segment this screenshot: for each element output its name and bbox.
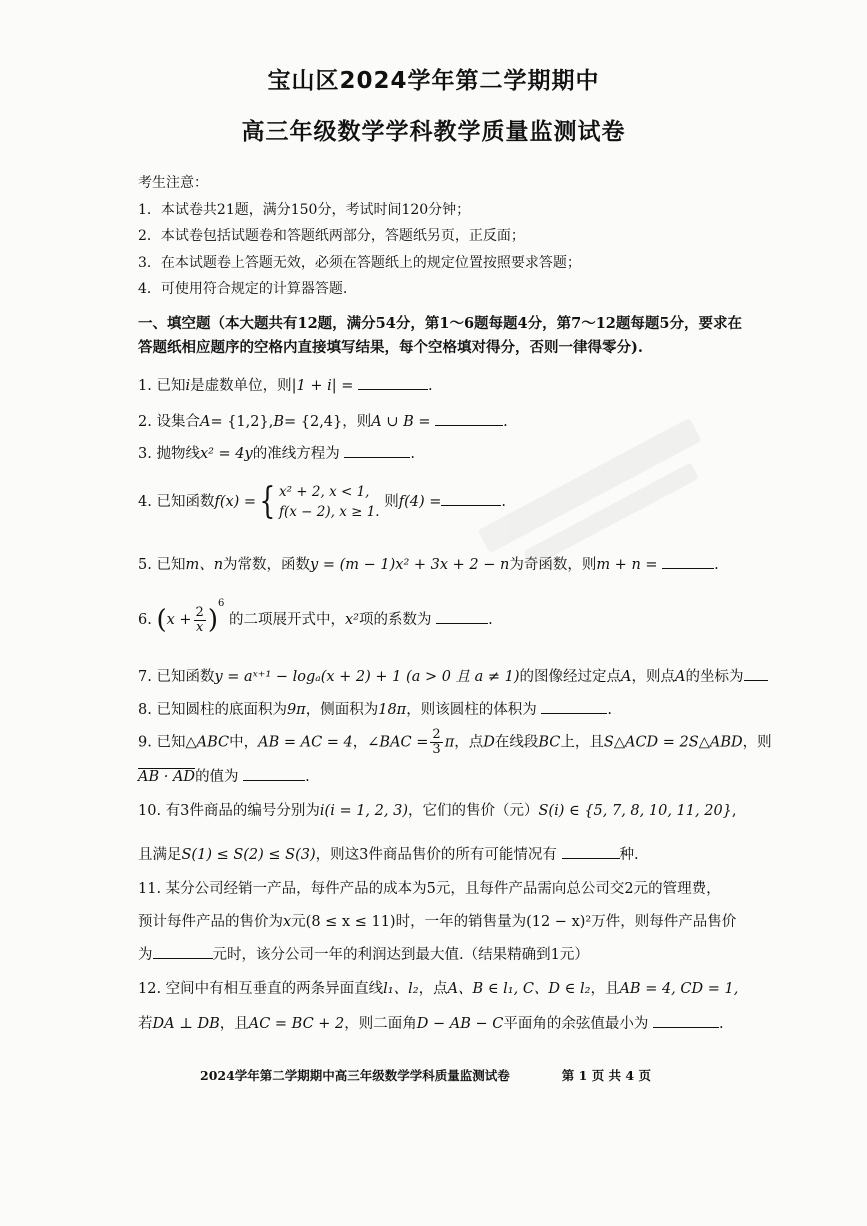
notice-item: 3．在本试题卷上答题无效，必须在答题纸上的规定位置按照要求答题； <box>138 254 581 271</box>
q9-segment: BC <box>538 734 561 751</box>
q12-dihedral: D − AB − C <box>416 1016 504 1032</box>
q4-cases <box>279 482 380 522</box>
question-1 <box>138 374 433 395</box>
q2-var: A <box>199 414 211 430</box>
q10-end: 种. <box>619 847 639 863</box>
q1-text: 是虚数单位，则 <box>190 378 292 394</box>
q10-text: ，它们的售价（元） <box>407 803 539 819</box>
q12-lines: l₁、l₂ <box>383 981 419 997</box>
q4-end: . <box>501 494 506 510</box>
notice-heading: 考生注意： <box>138 175 208 191</box>
question-11 <box>138 877 721 898</box>
question-7 <box>138 665 768 686</box>
question-6 <box>138 598 493 635</box>
q12-expr: DA ⊥ DB <box>152 1016 220 1032</box>
q1-var: i <box>185 378 191 394</box>
question-8 <box>138 698 612 719</box>
exam-title-line1: 宝山区2024学年第二学期期中 <box>267 68 600 94</box>
q12-expr: AB = 4, CD = 1, <box>619 981 739 997</box>
q8-text: 8. 已知圆柱的底面积为 <box>138 702 287 718</box>
question-10-line2 <box>138 843 639 864</box>
q7-text: 7. 已知函数 <box>138 669 215 685</box>
q11-text: 元(8 ≤ x ≤ 11)时，一年的销售量为(12 − x)²万件，则每件产品售价 <box>291 914 737 930</box>
q11-text: 元时，该分公司一年的利润达到最大值.（结果精确到1元） <box>212 947 589 963</box>
q4-fx: f(x) = <box>214 494 257 510</box>
q9-text: 9. 已知 <box>138 734 186 751</box>
answer-blank[interactable] <box>344 456 410 458</box>
q9-end: . <box>305 769 310 785</box>
answer-blank[interactable] <box>153 957 213 959</box>
q8-value: 9π <box>286 702 306 718</box>
q1-text: 1. 已知 <box>138 378 186 394</box>
q9-text: ，点 <box>454 734 484 751</box>
notice-item: 2．本试卷包括试题卷和答题纸两部分，答题纸另页，正反面； <box>138 228 525 244</box>
q2-var: B <box>273 414 284 430</box>
answer-blank[interactable] <box>562 857 620 859</box>
watermark-graphic <box>470 400 730 610</box>
answer-blank[interactable] <box>358 388 428 390</box>
q10-text: ，则这3件商品售价的所有可能情况有 <box>315 847 557 863</box>
q11-var: x <box>283 914 292 930</box>
q6-x2: x² <box>344 612 359 628</box>
q9-text: ，则 <box>742 734 772 751</box>
q7-cond: (a > 0 且 a ≠ 1) <box>406 669 520 685</box>
q9-vector: AB · AD <box>138 769 196 785</box>
q5-expr: y = (m − 1)x² + 3x + 2 − n <box>310 557 510 573</box>
q4-text: 4. 已知函数 <box>138 494 215 510</box>
question-10 <box>138 799 737 820</box>
q12-text: ，点 <box>418 981 448 997</box>
q3-text: 的准线方程为 <box>252 446 340 462</box>
q9-fraction <box>430 728 442 757</box>
q4-f4: f(4) = <box>398 494 442 510</box>
q9-num: 2 <box>432 727 441 742</box>
q5-text: 为常数，函数 <box>223 557 311 573</box>
q9-text: ， <box>352 734 368 751</box>
q1-end: . <box>427 378 433 394</box>
footer-title: 2024学年第二学期期中高三年级数学学科质量监测试卷 <box>200 1068 510 1083</box>
q10-text: 10. 有3件商品的编号分别为 <box>138 803 320 819</box>
exam-title-line2: 高三年级数学学科教学质量监测试卷 <box>241 119 626 145</box>
q9-text: 在线段 <box>494 734 539 751</box>
question-3 <box>138 442 415 463</box>
q6-fraction <box>194 606 206 635</box>
answer-blank[interactable] <box>653 1026 719 1028</box>
q9-text: 上，且 <box>560 734 604 751</box>
question-4 <box>138 482 506 522</box>
q8-text: ，则该圆柱的体积为 <box>406 702 537 718</box>
page-footer <box>200 1066 651 1084</box>
question-9 <box>138 728 772 757</box>
section1-header: 一、填空题（本大题共有12题，满分54分，第1～6题每题4分，第7～12题每题5分，要求在答题纸相应题序的空格内直接填写结果，每个空格填对得分，否则一律得零分). <box>138 315 742 356</box>
q2-text: ，则 <box>342 414 372 430</box>
q11-text: 为 <box>138 947 153 963</box>
notice-item: 1．本试卷共21题，满分150分，考试时间120分钟； <box>138 201 471 218</box>
q6-end: . <box>488 612 493 628</box>
answer-blank[interactable] <box>662 567 714 569</box>
q9-pi: π <box>444 734 455 751</box>
q9-triangle: △ABC <box>185 734 230 751</box>
q7-text: ，则点 <box>631 669 676 685</box>
q10-expr: i(i = 1, 2, 3) <box>319 803 408 819</box>
q1-expr: |1 + i| = <box>291 378 354 394</box>
q2-set: = {1,2}, <box>210 414 274 430</box>
q8-text: ，侧面积为 <box>305 702 379 718</box>
q7-point: A <box>621 669 632 685</box>
question-5 <box>138 553 719 574</box>
q2-text: 2. 设集合 <box>138 414 200 430</box>
q12-expr: AC = BC + 2 <box>248 1016 345 1032</box>
q10-expr: S(1) ≤ S(2) ≤ S(3) <box>181 847 316 863</box>
q12-text: ，则二面角 <box>344 1016 417 1032</box>
q12-text: 平面角的余弦值最小为 <box>503 1016 649 1032</box>
q10-end: , <box>731 803 737 819</box>
question-12-line2 <box>138 1012 724 1033</box>
q6-lead: x + <box>166 612 192 628</box>
q5-end: . <box>714 557 719 573</box>
q12-text: 12. 空间中有相互垂直的两条异面直线 <box>138 981 384 997</box>
q5-vars: m、n <box>185 557 224 573</box>
q7-expr: y = aˣ⁺¹ − logₐ(x + 2) + 1 <box>214 669 402 685</box>
q8-end: . <box>607 702 612 718</box>
q9-area: S△ACD = 2S△ABD <box>603 734 743 751</box>
q6-den: x <box>196 619 204 635</box>
q4-case2: f(x − 2), x ≥ 1. <box>278 504 380 520</box>
footer-page-number: 第 1 页 共 4 页 <box>561 1068 651 1083</box>
answer-blank[interactable] <box>435 424 503 426</box>
q4-case1: x² + 2, x < 1, <box>278 484 370 500</box>
q9-point: D <box>483 734 495 751</box>
q6-text: 项的系数为 <box>358 612 432 628</box>
q9-text: 中， <box>229 734 259 751</box>
q12-text: ，且 <box>219 1016 249 1032</box>
q4-text: 则 <box>384 494 399 510</box>
q6-power: 6 <box>217 598 225 609</box>
q5-text: 5. 已知 <box>138 557 186 573</box>
q7-text: 的图像经过定点 <box>519 669 622 685</box>
answer-blank[interactable] <box>436 622 488 624</box>
q3-expr: x² = 4y <box>199 446 253 462</box>
paren-right: ) <box>207 605 218 635</box>
q6-text: 6. <box>138 612 152 628</box>
q7-end: 的坐标为 <box>685 669 744 685</box>
notice-item: 4．可使用符合规定的计算器答题. <box>138 281 348 297</box>
answer-blank[interactable] <box>441 504 501 506</box>
q9-expr: AB = AC = 4 <box>258 734 353 751</box>
q9-angle: ∠BAC = <box>367 734 429 751</box>
q10-text: 且满足 <box>138 847 182 863</box>
q2-set: = {2,4} <box>283 414 343 430</box>
q5-text: 为奇函数，则 <box>509 557 597 573</box>
answer-blank[interactable] <box>744 679 768 681</box>
q2-expr: A ∪ B = <box>371 414 431 430</box>
q3-text: 3. 抛物线 <box>138 446 200 462</box>
q12-text: 若 <box>138 1016 153 1032</box>
question-11-line3 <box>138 943 589 964</box>
q5-expr2: m + n = <box>596 557 658 573</box>
q12-text: ，且 <box>590 981 620 997</box>
q11-text: 预计每件产品的售价为 <box>138 914 283 930</box>
answer-blank[interactable] <box>541 712 607 714</box>
q9-text: 的值为 <box>195 769 239 785</box>
question-12 <box>138 977 738 998</box>
q3-end: . <box>410 446 415 462</box>
q8-value: 18π <box>378 702 407 718</box>
paren-left: ( <box>156 605 167 635</box>
notice-block <box>138 170 581 303</box>
brace-glyph: { <box>259 481 276 522</box>
q9-den: 3 <box>432 742 441 757</box>
q7-point: A <box>675 669 686 685</box>
question-11-line2 <box>138 910 736 931</box>
question-9-line2 <box>138 765 310 786</box>
q6-num: 2 <box>195 604 204 620</box>
q12-end: . <box>718 1016 724 1032</box>
answer-blank[interactable] <box>243 779 305 781</box>
q2-end: . <box>503 414 508 430</box>
q12-points: A、B ∈ l₁, C、D ∈ l₂ <box>447 981 591 997</box>
q6-text: 的二项展开式中， <box>228 612 345 628</box>
q10-set: S(i) ∈ {5, 7, 8, 10, 11, 20} <box>538 803 732 819</box>
question-2 <box>138 410 508 431</box>
q11-text: 11. 某分公司经销一产品，每件产品的成本为5元，且每件产品需向总公司交2元的管理费， <box>138 881 721 897</box>
